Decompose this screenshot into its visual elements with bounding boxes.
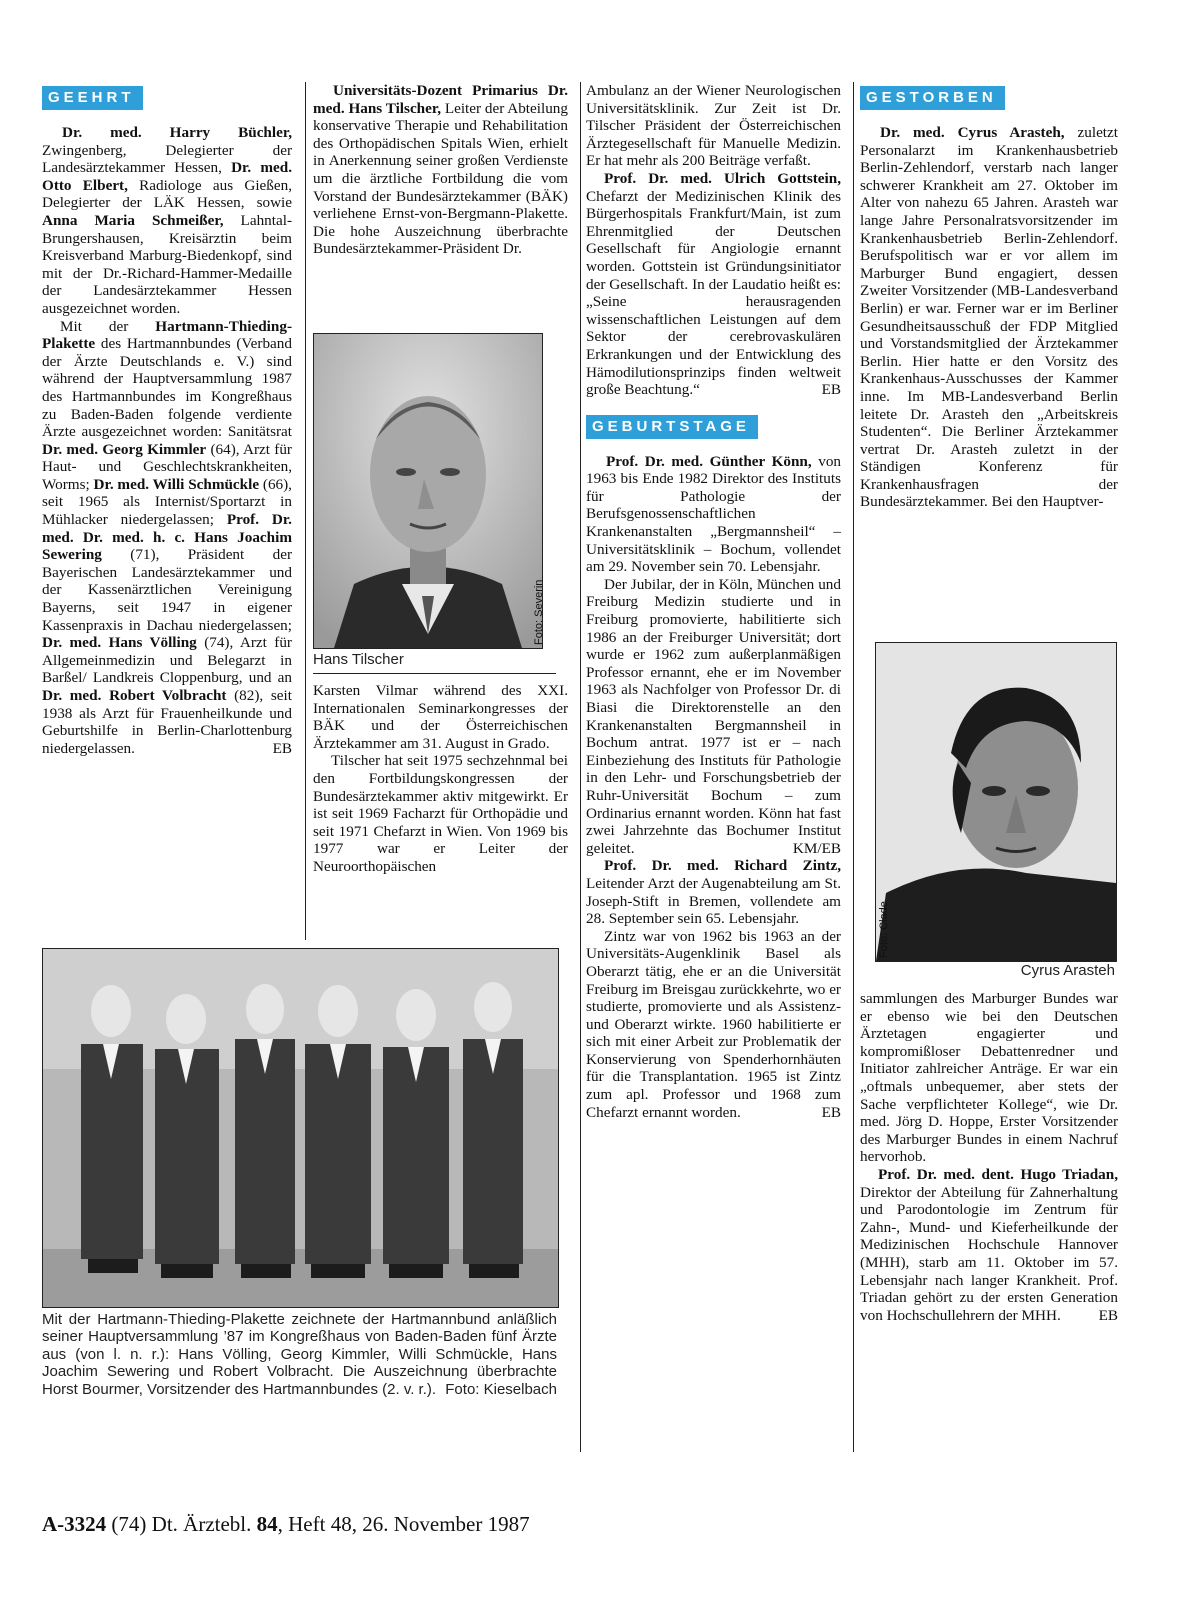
paragraph: Prof. Dr. med. Günther Könn, von 1963 bis Ende 1982 Direktor des Instituts für Pathologie der Berufsgenossenschaftlichen Krankenanstalten „Bergmannsheil“ – Universitätsklinik – Bochum, vollendet am 29. November sein 70. Lebensjahr. <box>586 452 842 576</box>
paragraph: Karsten Vilmar während des XXI. Internationalen Seminarkongresses der BÄK und der Österreichischen Ärztekammer am 31. August in Grado. <box>313 682 568 752</box>
portrait-photo-tilscher <box>313 333 543 649</box>
paragraph: Tilscher hat seit 1975 sechzehnmal bei den Fortbildungskongressen der Bundesärztekammer aktiv mitgewirkt. Er ist seit 1969 Facharzt für Orthopädie und seit 1971 Chefarzt in Wien. Von 1969 bis 1977 war er Leiter der Neuroorthopäischen <box>313 752 568 875</box>
signature: KM/EB <box>792 839 841 857</box>
photo-caption: Hans Tilscher <box>313 651 404 668</box>
column-2 <box>313 82 568 258</box>
paragraph: Mit der Hartmann-Thieding-Plakette des Hartmannbundes (Verband der Ärzte Deutschlands e. V.) sind während der Hauptversammlung 1987 des Hartmannbundes im Kongreßhaus zu Baden-Baden folgende verdiente Ärzte ausgezeichnet worden: Sanitätsrat Dr. med. Georg Kimmler (64), Arzt für Haut- und Geschlechtskrankheiten, Worms; Dr. med. Willi Schmückle (66), seit 1965 als Internist/Sportarzt in Mühlacker niedergelassen; Prof. Dr. med. Dr. med. h. c. Hans Joachim Sewering (71), Präsident der Bayerischen Landesärztekammer und der Kassenärztlichen Vereinigung Bayerns, seit 1947 in eigener Kassenpraxis in Dachau niedergelassen; Dr. med. Hans Völling (74), Arzt für Allgemeinmedizin und Belegarzt in Barßel/ Landkreis Cloppenburg, und an Dr. med. Robert Volbracht (82), seit 1938 als Arzt für Frauenheilkunde und Geburtshilfe in Berlin-Charlottenburg niedergelassen. EB <box>42 317 292 757</box>
section-head-geehrt: GEEHRT <box>42 86 143 110</box>
paragraph: Der Jubilar, der in Köln, München und Freiburg Medizin studierte und in Freiburg promovierte, habilitierte sich 1986 an der Freiburger Universität; dort wurde er 1962 zum außerplanmäßigen Professor ernannt, ehe er im November 1963 als Nachfolger von Professor Dr. di Biasi die Direktorenstelle an den Krankenanstalten Bergmannsheil in Bochum antrat. 1977 ist er – nach Einbeziehung des Instituts für Pathologie in den Lehr- und Forschungsbetrieb der Ruhr-Universität Bochum – zum Ordinarius ernannt worden. Könn hat fast zwei Jahrzehnte das Bochumer Institut geleitet. KM/EB <box>586 575 841 857</box>
portrait-image <box>314 334 542 648</box>
column-1 <box>42 86 292 757</box>
caption-rule <box>313 673 556 674</box>
paragraph: Dr. med. Cyrus Arasteh, zuletzt Personalarzt im Krankenhausbetrieb Berlin-Zehlendorf, verstarb nach langer schwerer Krankheit am 27. Oktober im Alter von nahezu 65 Jahren. Arasteh war lange Jahre Personalratsvorsitzender im Krankenhausbetrieb Berlin-Zehlendorf. Berufspolitisch war er vor allem im Marburger Bund engagiert, dessen Zweiter Vorsitzender (MB-Landesverband Berlin) er war. Ferner war er im Berliner Gesundheitsausschuß der FDP Mitglied und Vorstandsmitglied der Ärztekammer Berlin. Hier hatte er den Vorsitz des Krankenhaus-Ausschusses der Kammer inne. Im MB-Landesverband Berlin leitete Dr. Arasteh den „Arbeitskreis Studenten“. Die Berliner Ärztekammer vertrat Dr. Arasteh zuletzt in der Ständigen Konferenz für Krankenhausfragen der Bundesärztekammer. Bei den Hauptver- <box>860 124 1118 511</box>
portrait-image <box>876 643 1116 961</box>
group-photo-caption: Mit der Hartmann-Thieding-Plakette zeichnete der Hartmannbund anläßlich seiner Hauptversammlung ’87 im Kongreßhaus von Baden-Baden fünf Ärzte aus (von l. n. r.): Hans Völling, Georg Kimmler, Willi Schmückle, Hans Joachim Sewering und Robert Volbracht. Die Auszeichnung überbrachte Horst Bourmer, Vorsitzender des Hartmannbundes (2. v. r.). Foto: Kieselbach <box>42 1311 557 1398</box>
photo-credit: Foto: Kieselbach <box>445 1380 557 1398</box>
group-photo-award <box>42 948 559 1308</box>
paragraph: Universitäts-Dozent Primarius Dr. med. Hans Tilscher, Leiter der Abteilung konservative Therapie und Rehabilitation des Orthopädischen Spitals Wien, erhielt in Anerkennung seiner großen Verdienste um die ärztliche Fortbildung die vom Vorstand der Bundesärztekammer (BÄK) verliehene Ernst-von-Bergmann-Plakette. Die hohe Auszeichnung überbrachte Bundesärztekammer-Präsident Dr. <box>313 82 568 258</box>
section-head-gestorben: GESTORBEN <box>860 86 1005 110</box>
column-3 <box>586 82 841 1121</box>
paragraph: sammlungen des Marburger Bundes war er ebenso wie bei den Deutschen Ärztetagen engagierter und kompromißloser Debattenredner und Initiator zahlreicher Anträge. Er war ein „oftmals unbequemer, aber stets der Sache verpflichteter Kollege“, wie Dr. med. Jörg D. Hoppe, Erster Vorsitzender des Marburger Bundes in einem Nachruf hervorhob. <box>860 990 1118 1166</box>
paragraph: Prof. Dr. med. Richard Zintz, Leitender Arzt der Augenabteilung am St. Joseph-Stift in Bremen, vollendete am 28. September sein 65. Lebensjahr. <box>586 857 841 928</box>
signature: EB <box>821 1103 841 1121</box>
column-4 <box>860 86 1118 511</box>
column-rule-1 <box>305 82 306 940</box>
paragraph: Prof. Dr. med. dent. Hugo Triadan, Direktor der Abteilung für Zahnerhaltung und Parodontologie im Zentrum für Zahn-, Mund- und Kieferheilkunde der Medizinischen Hochschule Hannover (MHH), starb am 11. Oktober im 57. Lebensjahr nach langer Krankheit. Prof. Triadan gehört zu der ersten Generation von Hochschullehrern der MHH. EB <box>860 1165 1118 1324</box>
section-head-geburtstage: GEBURTSTAGE <box>586 415 758 439</box>
page-number: A-3324 <box>42 1512 107 1536</box>
paragraph: Ambulanz an der Wiener Neurologischen Universitätsklinik. Zur Zeit ist Dr. Tilscher Präsident der Österreichischen Ärztegesellschaft für Manuelle Medizin. Er hat mehr als 200 Beiträge verfaßt. <box>586 82 841 170</box>
column-rule-3 <box>853 82 854 1452</box>
photo-credit: Foto: Clade <box>878 901 890 958</box>
photo-credit: Foto: Severin <box>533 579 545 645</box>
photo-caption: Cyrus Arasteh <box>1020 962 1115 979</box>
page-footer <box>42 1512 530 1537</box>
group-image <box>43 949 558 1307</box>
footer-issue: , Heft 48, 26. November 1987 <box>277 1512 530 1536</box>
column-4-continued <box>860 990 1118 1324</box>
paragraph: Zintz war von 1962 bis 1963 an der Universitäts-Augenklinik Basel als Oberarzt tätig, ehe er an die Universität Freiburg im Breisgau zurückkehrte, wo er studierte, promovierte und als Assistenz- und Oberarzt wirkte. 1960 habilitierte er sich mit einer Arbeit zur Problematik der Konservierung von Spenderhornhäuten für die Transplantation. 1965 ist Zintz zum apl. Professor und 1968 zum Chefarzt ernannt worden. EB <box>586 927 841 1121</box>
footer-source: (74) Dt. Ärztebl. <box>111 1512 257 1536</box>
signature: EB <box>272 739 292 757</box>
footer-volume: 84 <box>256 1512 278 1536</box>
column-2-continued <box>313 682 568 876</box>
signature: EB <box>1098 1306 1118 1324</box>
portrait-photo-arasteh <box>875 642 1117 962</box>
signature: EB <box>821 381 841 399</box>
paragraph: Prof. Dr. med. Ulrich Gottstein, Chefarzt der Medizinischen Klinik des Bürgerhospitals Frankfurt/Main, ist zum Ehrenmitglied der Deutschen Gesellschaft für Angiologie ernannt worden. Gottstein ist Gründungsinitiator der Gesellschaft. In der Laudatio heißt es: „Seine herausragenden wissenschaftlichen Leistungen auf dem Sektor der cerebrovaskulären Erkrankungen und der Entwicklung des Hämodilutionsprinzips finden weltweit große Beachtung.“ EB <box>586 169 841 399</box>
column-rule-2 <box>580 82 581 1452</box>
paragraph: Dr. med. Harry Büchler, Zwingenberg, Delegierter der Landesärztekammer Hessen, Dr. med. Otto Elbert, Radiologe aus Gießen, Delegierter der LÄK Hessen, sowie Anna Maria Schmeißer, Lahntal-Brungershausen, Kreisärztin beim Kreisverband Marburg-Biedenkopf, sind mit der Dr.-Richard-Hammer-Medaille der Landesärztekammer Hessen ausgezeichnet worden. <box>42 124 293 317</box>
